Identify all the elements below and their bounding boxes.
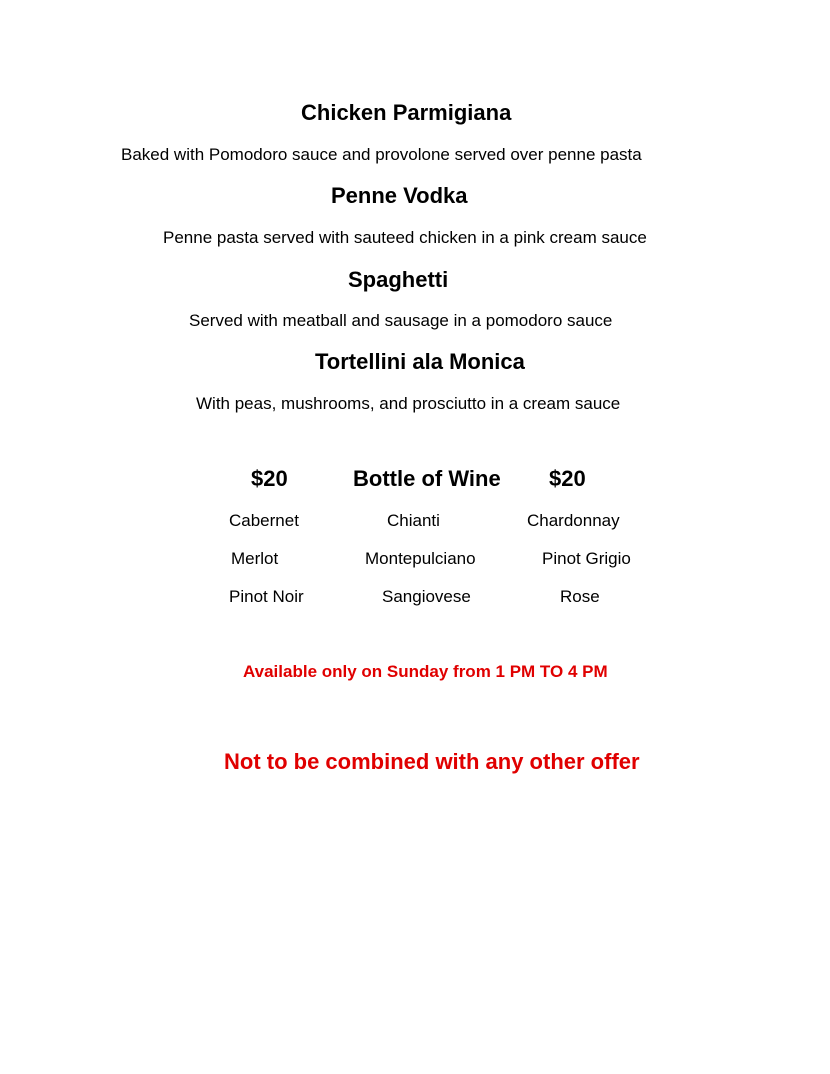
wine-price-right: $20 [549, 466, 586, 491]
wine-item: Sangiovese [382, 587, 471, 606]
dish-description-penne-vodka: Penne pasta served with sauteed chicken in a pink cream sauce [163, 228, 647, 247]
wine-item: Rose [560, 587, 600, 606]
dish-title-spaghetti: Spaghetti [348, 267, 449, 292]
wine-item: Pinot Noir [229, 587, 304, 606]
wine-section-title: Bottle of Wine [353, 466, 501, 491]
dish-title-chicken-parmigiana: Chicken Parmigiana [301, 100, 512, 125]
wine-item: Cabernet [229, 511, 299, 530]
dish-description-chicken-parmigiana: Baked with Pomodoro sauce and provolone served over penne pasta [121, 145, 642, 164]
wine-price-left: $20 [251, 466, 288, 491]
dish-title-tortellini: Tortellini ala Monica [315, 349, 525, 374]
wine-item: Pinot Grigio [542, 549, 631, 568]
wine-item: Chianti [387, 511, 440, 530]
availability-note: Available only on Sunday from 1 PM TO 4 PM [243, 662, 608, 681]
wine-item: Chardonnay [527, 511, 620, 530]
dish-description-spaghetti: Served with meatball and sausage in a pomodoro sauce [189, 311, 613, 330]
dish-title-penne-vodka: Penne Vodka [331, 183, 468, 208]
offer-restriction-note: Not to be combined with any other offer [224, 749, 640, 774]
wine-item: Merlot [231, 549, 279, 568]
wine-item: Montepulciano [365, 549, 476, 568]
dish-description-tortellini: With peas, mushrooms, and prosciutto in a cream sauce [196, 394, 621, 413]
